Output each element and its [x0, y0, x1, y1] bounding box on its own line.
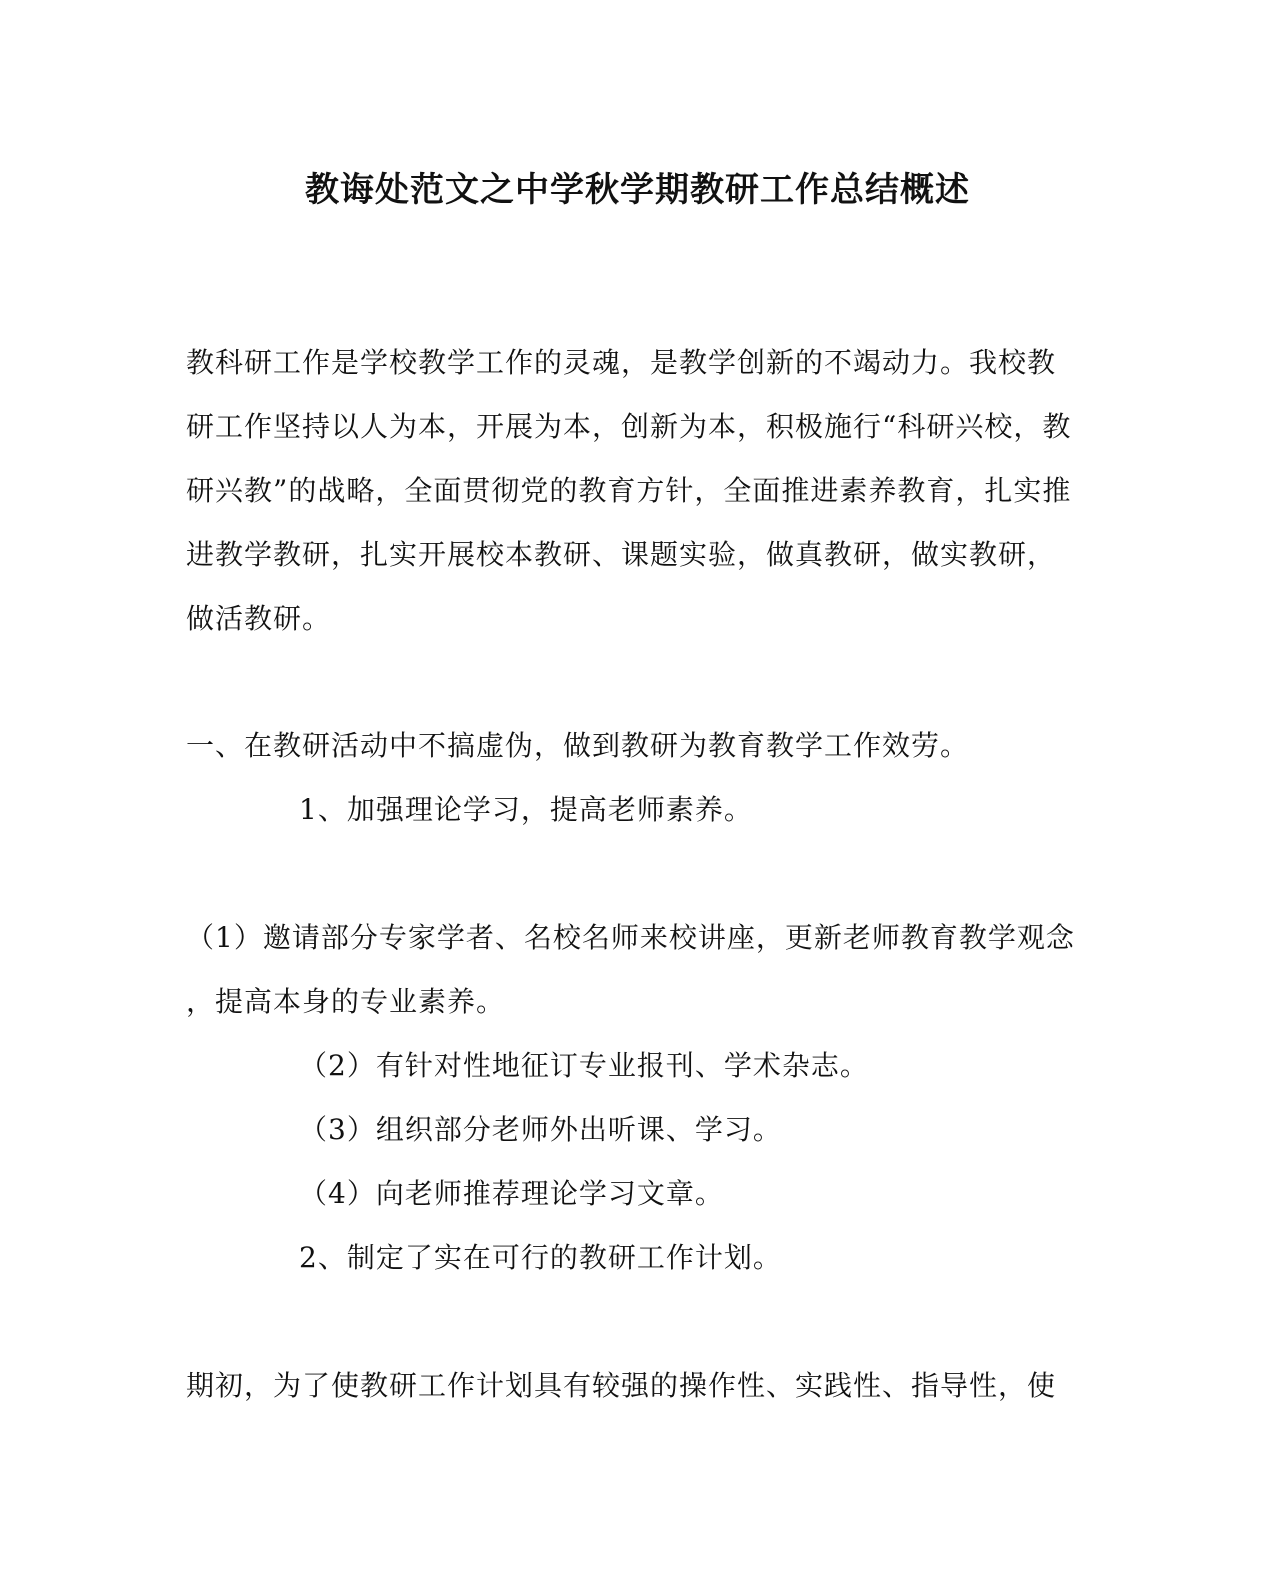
item-1-sub-2: （2）有针对性地征订专业报刊、学术杂志。	[299, 1049, 869, 1082]
intro-line-1: 教科研工作是学校教学工作的灵魂，是教学创新的不竭动力。我校教	[186, 346, 1057, 379]
item-1-sub-1-line-1: （1）邀请部分专家学者、名校名师来校讲座，更新老师教育教学观念	[186, 921, 1075, 954]
section-1-heading: 一、在教研活动中不搞虚伪，做到教研为教育教学工作效劳。	[186, 729, 970, 762]
item-1-heading: 1、加强理论学习，提高老师素养。	[299, 793, 753, 826]
item-1-sub-3: （3）组织部分老师外出听课、学习。	[299, 1113, 782, 1146]
intro-line-2: 研工作坚持以人为本，开展为本，创新为本，积极施行“科研兴校，教	[186, 410, 1072, 443]
item-1-sub-4: （4）向老师推荐理论学习文章。	[299, 1177, 724, 1210]
item-2-heading: 2、制定了实在可行的教研工作计划。	[299, 1241, 782, 1274]
intro-line-4: 进教学教研，扎实开展校本教研、课题实验，做真教研，做实教研，	[186, 538, 1057, 571]
closing-line: 期初，为了使教研工作计划具有较强的操作性、实践性、指导性，使	[186, 1369, 1057, 1402]
item-1-sub-1-line-2: ，提高本身的专业素养。	[186, 985, 506, 1018]
document-title: 教诲处范文之中学秋学期教研工作总结概述	[305, 170, 970, 210]
intro-line-5: 做活教研。	[186, 602, 332, 635]
intro-line-3: 研兴教”的战略，全面贯彻党的教育方针，全面推进素养教育，扎实推	[186, 474, 1072, 507]
